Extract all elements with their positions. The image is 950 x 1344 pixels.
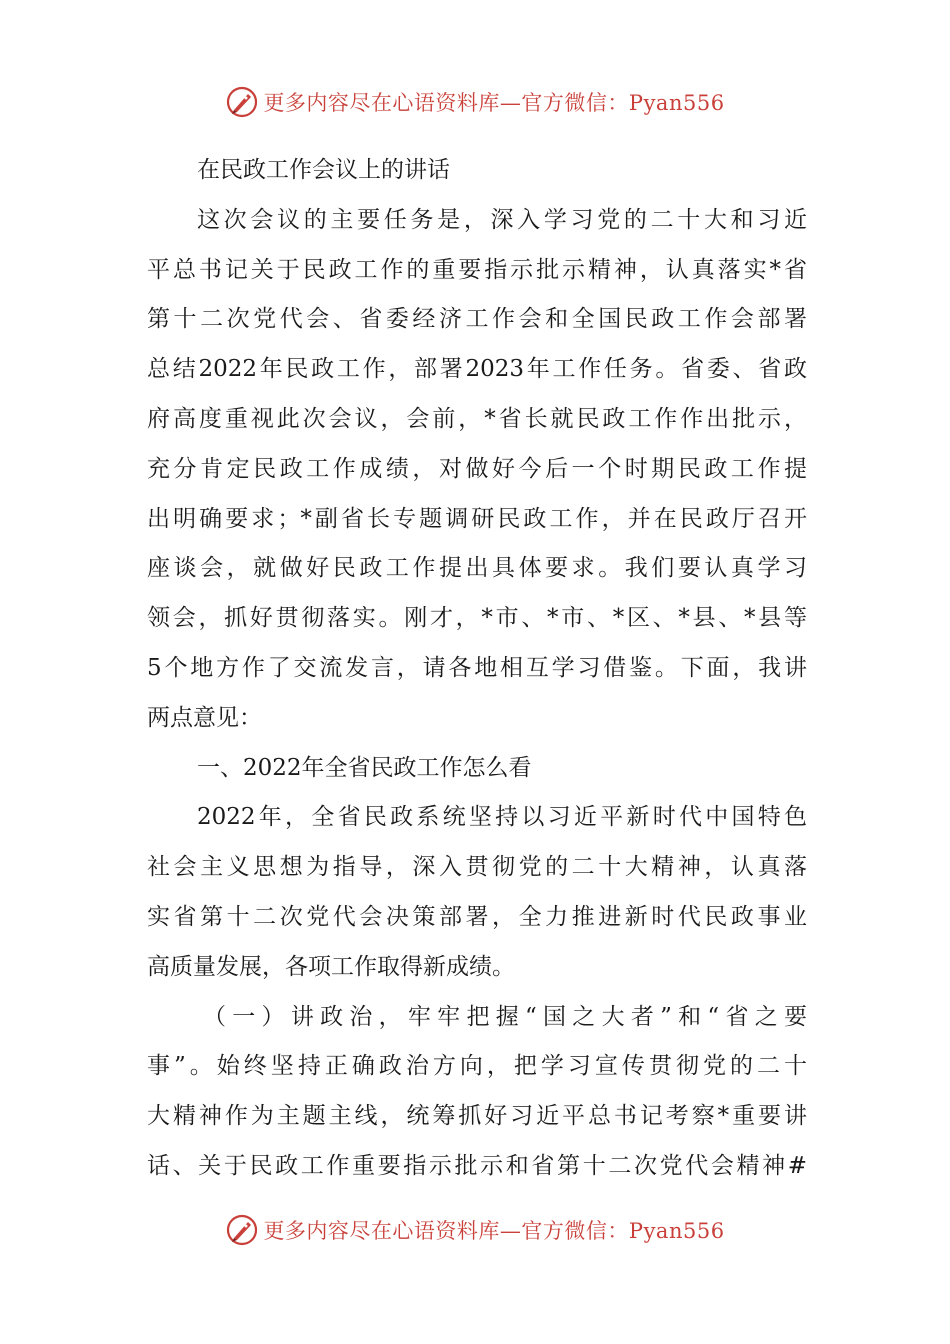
section-heading: 一、2022年全省民政工作怎么看	[197, 754, 532, 781]
paragraph-line: 领会，抓好贯彻落实。刚才，*市、*市、*区、*县、*县等	[147, 605, 807, 632]
paragraph-line: 座谈会，就做好民政工作提出具体要求。我们要认真学习	[147, 555, 807, 582]
paragraph-line: 充分肯定民政工作成绩，对做好今后一个时期民政工作提	[147, 455, 807, 482]
paragraph-line: 大精神作为主题主线，统筹抓好习近平总书记考察*重要讲	[147, 1103, 807, 1130]
paragraph-line: 这次会议的主要任务是，深入学习党的二十大和习近	[197, 206, 807, 233]
paragraph-line: 高质量发展，各项工作取得新成绩。	[147, 953, 515, 980]
pen-logo-icon	[225, 85, 259, 119]
paragraph-line: 出明确要求；*副省长专题调研民政工作，并在民政厅召开	[147, 505, 807, 532]
document-body	[147, 146, 807, 1192]
paragraph-line: 第十二次党代会、省委经济工作会和全国民政工作会部署	[147, 306, 807, 333]
watermark-banner-top	[0, 80, 950, 124]
paragraph-line: 平总书记关于民政工作的重要指示批示精神，认真落实*省	[147, 256, 807, 283]
paragraph-line: 两点意见：	[147, 704, 262, 731]
paragraph-line: 社会主义思想为指导，深入贯彻党的二十大精神，认真落	[147, 854, 807, 881]
pen-logo-icon	[225, 1213, 259, 1247]
paragraph-line: 事”。始终坚持正确政治方向，把学习宣传贯彻党的二十	[147, 1053, 807, 1080]
subsection-heading: （一）讲政治，牢牢把握“国之大者”和“省之要	[203, 1003, 807, 1030]
paragraph-line: 府高度重视此次会议，会前，*省长就民政工作作出批示，	[147, 405, 807, 432]
document-title: 在民政工作会议上的讲话	[197, 157, 450, 183]
watermark-text: 更多内容尽在心语资料库—官方微信：Pyan556	[263, 1219, 725, 1243]
paragraph-line: 话、关于民政工作重要指示批示和省第十二次党代会精神#	[147, 1152, 807, 1179]
paragraph-line: 2022年，全省民政系统坚持以习近平新时代中国特色	[197, 804, 807, 831]
paragraph-line: 总结2022年民政工作，部署2023年工作任务。省委、省政	[147, 356, 807, 383]
paragraph-line: 实省第十二次党代会决策部署，全力推进新时代民政事业	[147, 903, 807, 930]
watermark-text: 更多内容尽在心语资料库—官方微信：Pyan556	[263, 91, 725, 115]
watermark-banner-bottom	[0, 1208, 950, 1252]
paragraph-line: 5个地方作了交流发言，请各地相互学习借鉴。下面，我讲	[147, 654, 807, 681]
